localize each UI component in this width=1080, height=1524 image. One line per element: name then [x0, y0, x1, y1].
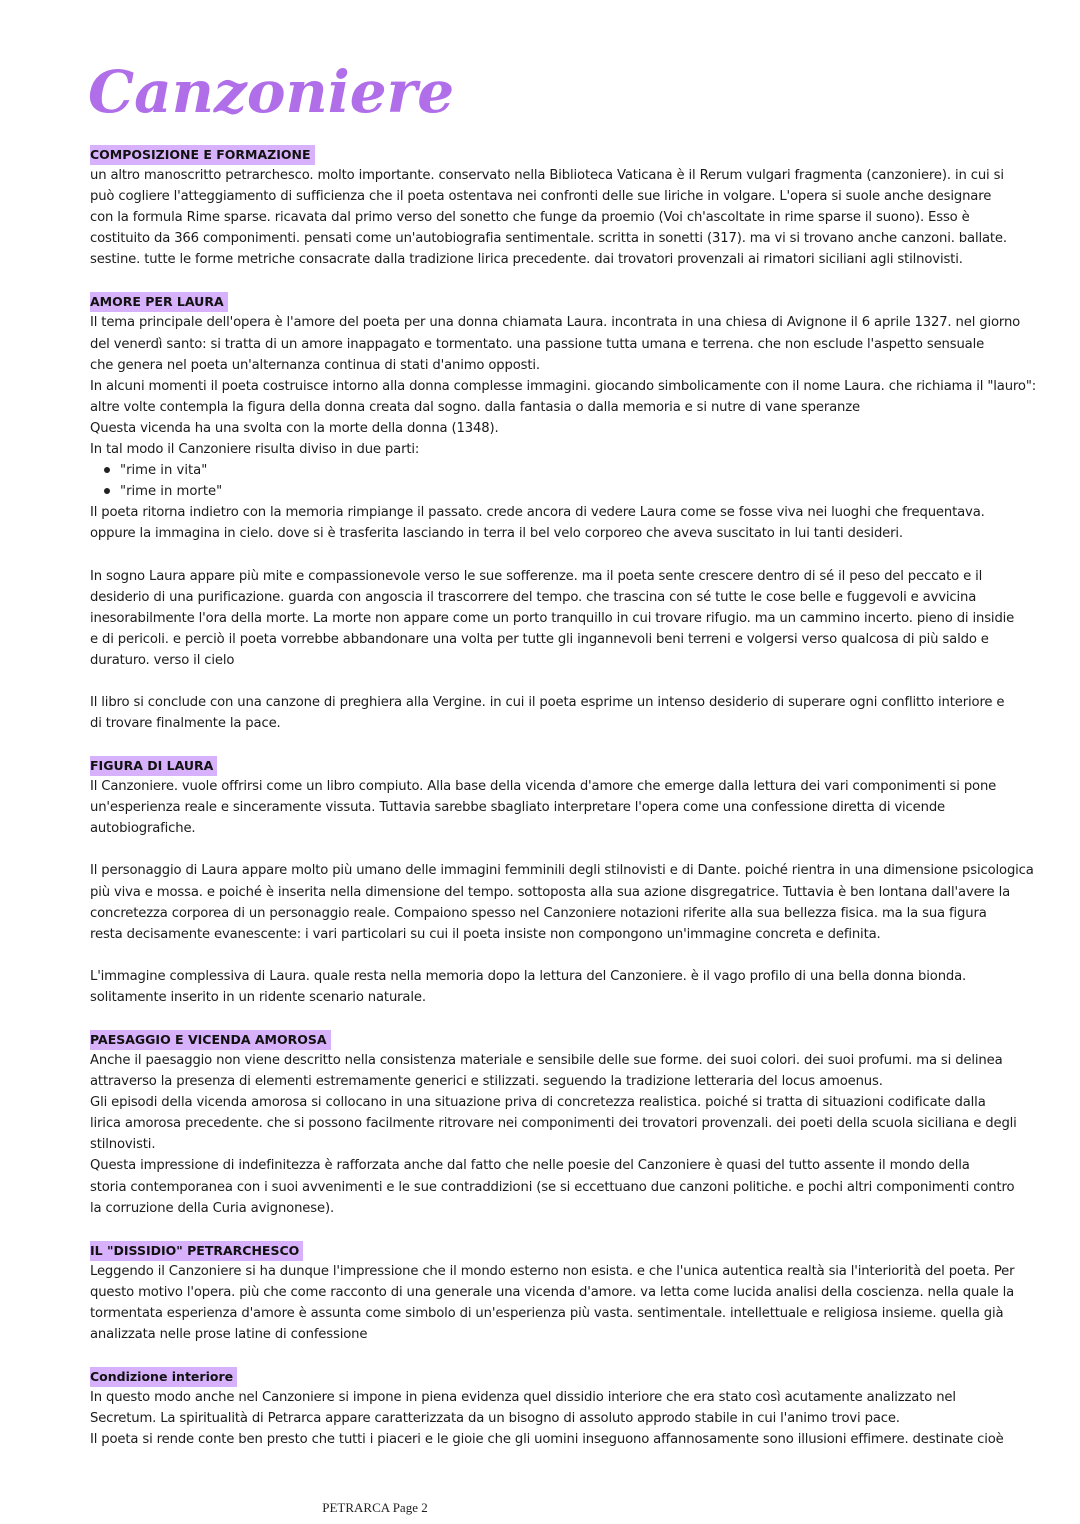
text-line: In alcuni momenti il poeta costruisce intorno alla donna complesse immagini. giocando simbolicamente con il nome Laura. che richiama il "lauro":	[90, 378, 1037, 394]
text-line: Anche il paesaggio non viene descritto nella consistenza materiale e sensibile delle sue forme. dei suoi colori. dei suoi profumi. ma si delinea	[90, 1053, 1003, 1068]
text-line: Questa impressione di indefinitezza è rafforzata anche dal fatto che nelle poesie del Canzoniere è quasi del tutto assente il mondo della	[90, 1158, 970, 1174]
section-heading: IL "DISSIDIO" PETRARCHESCO	[90, 1241, 303, 1261]
text-line: questo motivo l'opera. più che come racconto di una generale una vicenda d'amore. va letta come lucida analisi della coscienza. nella quale la	[90, 1284, 1015, 1300]
bullet-list	[90, 460, 1072, 502]
text-line: Il Canzoniere. vuole offrirsi come un libro compiuto. Alla base della vicenda d'amore che emerge dalla lettura dei vari componimenti si pone	[90, 779, 997, 795]
text-line: più viva e mossa. e poiché è inserita nella dimensione del tempo. sottoposta alla sua azione disgregatrice. Tuttavia è ben lontana dall'avere la	[90, 884, 1011, 900]
text-line: un'esperienza reale e sinceramente vissuta. Tuttavia sarebbe sbagliato interpretare l'opera come una confessione diretta di vicende	[90, 800, 946, 816]
text-line: solitamente inserito in un ridente scenario naturale.	[90, 989, 426, 1005]
text-line: costituito da 366 componimenti. pensati come un'autobiografia sentimentale. scritta in sonetti (317). ma vi si trovano anche canzoni. ballate.	[90, 231, 1007, 247]
text-line: Il tema principale dell'opera è l'amore del poeta per una donna chiamata Laura. incontrata in una chiesa di Avignone il 6 aprile 1327. nel giorno	[90, 315, 1021, 331]
section-dissidio	[90, 1240, 1072, 1345]
bullet-icon	[104, 488, 110, 494]
text-line: resta decisamente evanescente: i vari particolari su cui il poeta insiste non compongono un'immagine concreta e definita.	[90, 926, 881, 942]
text-line: tormentata esperienza d'amore è assunta come simbolo di un'esperienza più vasta. sentimentale. intellettuale e religiosa insieme. quella già	[90, 1305, 1004, 1321]
text-line: Leggendo il Canzoniere si ha dunque l'impressione che il mondo esterno non esista. e che l'unica autentica realtà sia l'interiorità del poeta. Per	[90, 1263, 1015, 1279]
text-line: può cogliere l'atteggiamento di sufficienza che il poeta ostentava nei confronti delle sue liriche in volgare. L'opera si suole anche designare	[90, 189, 992, 205]
text-line: concretezza corporea di un personaggio reale. Compaiono spesso nel Canzoniere notazioni riferite alla sua bellezza fisica. ma la sua figura	[90, 905, 987, 921]
bullet-icon	[104, 467, 110, 473]
text-line: attraverso la presenza di elementi estremamente generici e stilizzati. seguendo la tradizione letteraria del locus amoenus.	[90, 1074, 883, 1090]
text-line: sestine. tutte le forme metriche consacrate dalla tradizione lirica precedente. dai trovatori provenzali ai rimatori siciliani agli stilnovisti.	[90, 252, 963, 268]
section-heading: AMORE PER LAURA	[90, 292, 228, 312]
list-item: "rime in morte"	[90, 481, 1072, 502]
text-line: Il poeta ritorna indietro con la memoria rimpiange il passato. crede ancora di vedere Laura come se fosse viva nei luoghi che frequentava.	[90, 505, 985, 521]
text-line: e di pericoli. e perciò il poeta vorrebbe abbandonare una volta per tutte gli ingannevoli beni terreni e volgersi verso qualcosa di più saldo e	[90, 631, 989, 647]
section-figura-di-laura	[90, 755, 1072, 1008]
text-line: analizzata nelle prose latine di confessione	[90, 1327, 368, 1343]
text-line: desiderio di una purificazione. guarda con angoscia il trascorrere del tempo. che trascina con sé tutte le cose belle e fuggevoli e avvicina	[90, 589, 977, 605]
text-line: In sogno Laura appare più mite e compassionevole verso le sue sofferenze. ma il poeta sente crescere dentro di sé il peso del peccato e il	[90, 568, 983, 584]
text-line: Secretum. La spiritualità di Petrarca appare caratterizzata da un bisogno di assoluto approdo stabile in cui l'animo trovi pace.	[90, 1411, 900, 1427]
section-heading: Condizione interiore	[90, 1367, 237, 1387]
text-line: Il poeta si rende conte ben presto che tutti i piaceri e le gioie che gli uomini inseguono affannosamente sono illusioni effimere. destinate cioè	[90, 1432, 1004, 1448]
text-line: con la formula Rime sparse. ricavata dal primo verso del sonetto che funge da proemio (Voi ch'ascoltate in rime sparse il suono). Esso è	[90, 210, 970, 226]
text-line: altre volte contempla la figura della donna creata dal sogno. dalla fantasia o dalla memoria e si nutre di vane speranze	[90, 399, 861, 415]
section-heading: PAESAGGIO E VICENDA AMOROSA	[90, 1030, 331, 1050]
text-line: duraturo. verso il cielo	[90, 652, 235, 668]
section-paesaggio	[90, 1029, 1072, 1219]
text-line: Gli episodi della vicenda amorosa si collocano in una situazione priva di concretezza realistica. poiché si tratta di situazioni codificate dalla	[90, 1095, 986, 1111]
section-heading: FIGURA DI LAURA	[90, 756, 217, 776]
text-line: oppure la immagina in cielo. dove si è trasferita lasciando in terra il bel velo corporeo che aveva suscitato in lui tanti desideri.	[90, 526, 903, 542]
section-heading: COMPOSIZIONE E FORMAZIONE	[90, 145, 315, 165]
text-line: di trovare finalmente la pace.	[90, 716, 281, 732]
text-line: storia contemporanea con i suoi avvenimenti e le sue contraddizioni (se si eccettuano due canzoni politiche. e pochi altri componimenti contro	[90, 1179, 1015, 1195]
text-line: Questa vicenda ha una svolta con la morte della donna (1348).	[90, 420, 499, 436]
page-title: Canzoniere	[88, 58, 455, 126]
text-line: un altro manoscritto petrarchesco. molto importante. conservato nella Biblioteca Vaticana è il Rerum vulgari fragmenta (canzoniere). in cui si	[90, 168, 1004, 183]
text-line: In tal modo il Canzoniere risulta diviso in due parti:	[90, 442, 420, 458]
text-line: stilnovisti.	[90, 1137, 156, 1153]
page-footer: PETRARCA Page 2	[322, 1500, 428, 1515]
text-line: L'immagine complessiva di Laura. quale resta nella memoria dopo la lettura del Canzoniere. è il vago profilo di una bella donna bionda.	[90, 968, 967, 984]
text-line: Il personaggio di Laura appare molto più umano delle immagini femminili degli stilnovisti e di Dante. poiché rientra in una dimensione psicologica	[90, 863, 1034, 879]
section-condizione-interiore	[90, 1366, 1072, 1450]
section-composizione	[90, 144, 1072, 270]
list-item: "rime in vita"	[90, 460, 1072, 481]
text-line: del venerdì santo: si tratta di un amore inappagato e tormentato. una passione tutta umana e terrena. che non esclude l'aspetto sensuale	[90, 336, 985, 352]
document-body	[90, 144, 1072, 1471]
text-line: In questo modo anche nel Canzoniere si impone in piena evidenza quel dissidio interiore che era stato così acutamente analizzato nel	[90, 1390, 956, 1406]
text-line: autobiografiche.	[90, 821, 196, 837]
text-line: Il libro si conclude con una canzone di preghiera alla Vergine. in cui il poeta esprime un intenso desiderio di superare ogni conflitto interiore e	[90, 694, 1005, 710]
text-line: lirica amorosa precedente. che si possono facilmente ritrovare nei componimenti dei trovatori provenzali. dei poeti della scuola siciliana e degli	[90, 1116, 1017, 1132]
text-line: la corruzione della Curia avignonese).	[90, 1200, 334, 1216]
text-line: che genera nel poeta un'alternanza continua di stati d'animo opposti.	[90, 357, 540, 373]
section-amore-per-laura	[90, 291, 1072, 734]
text-line: inesorabilmente l'ora della morte. La morte non appare come un porto tranquillo in cui trovare rifugio. ma un cammino incerto. pieno di insidie	[90, 610, 1015, 626]
